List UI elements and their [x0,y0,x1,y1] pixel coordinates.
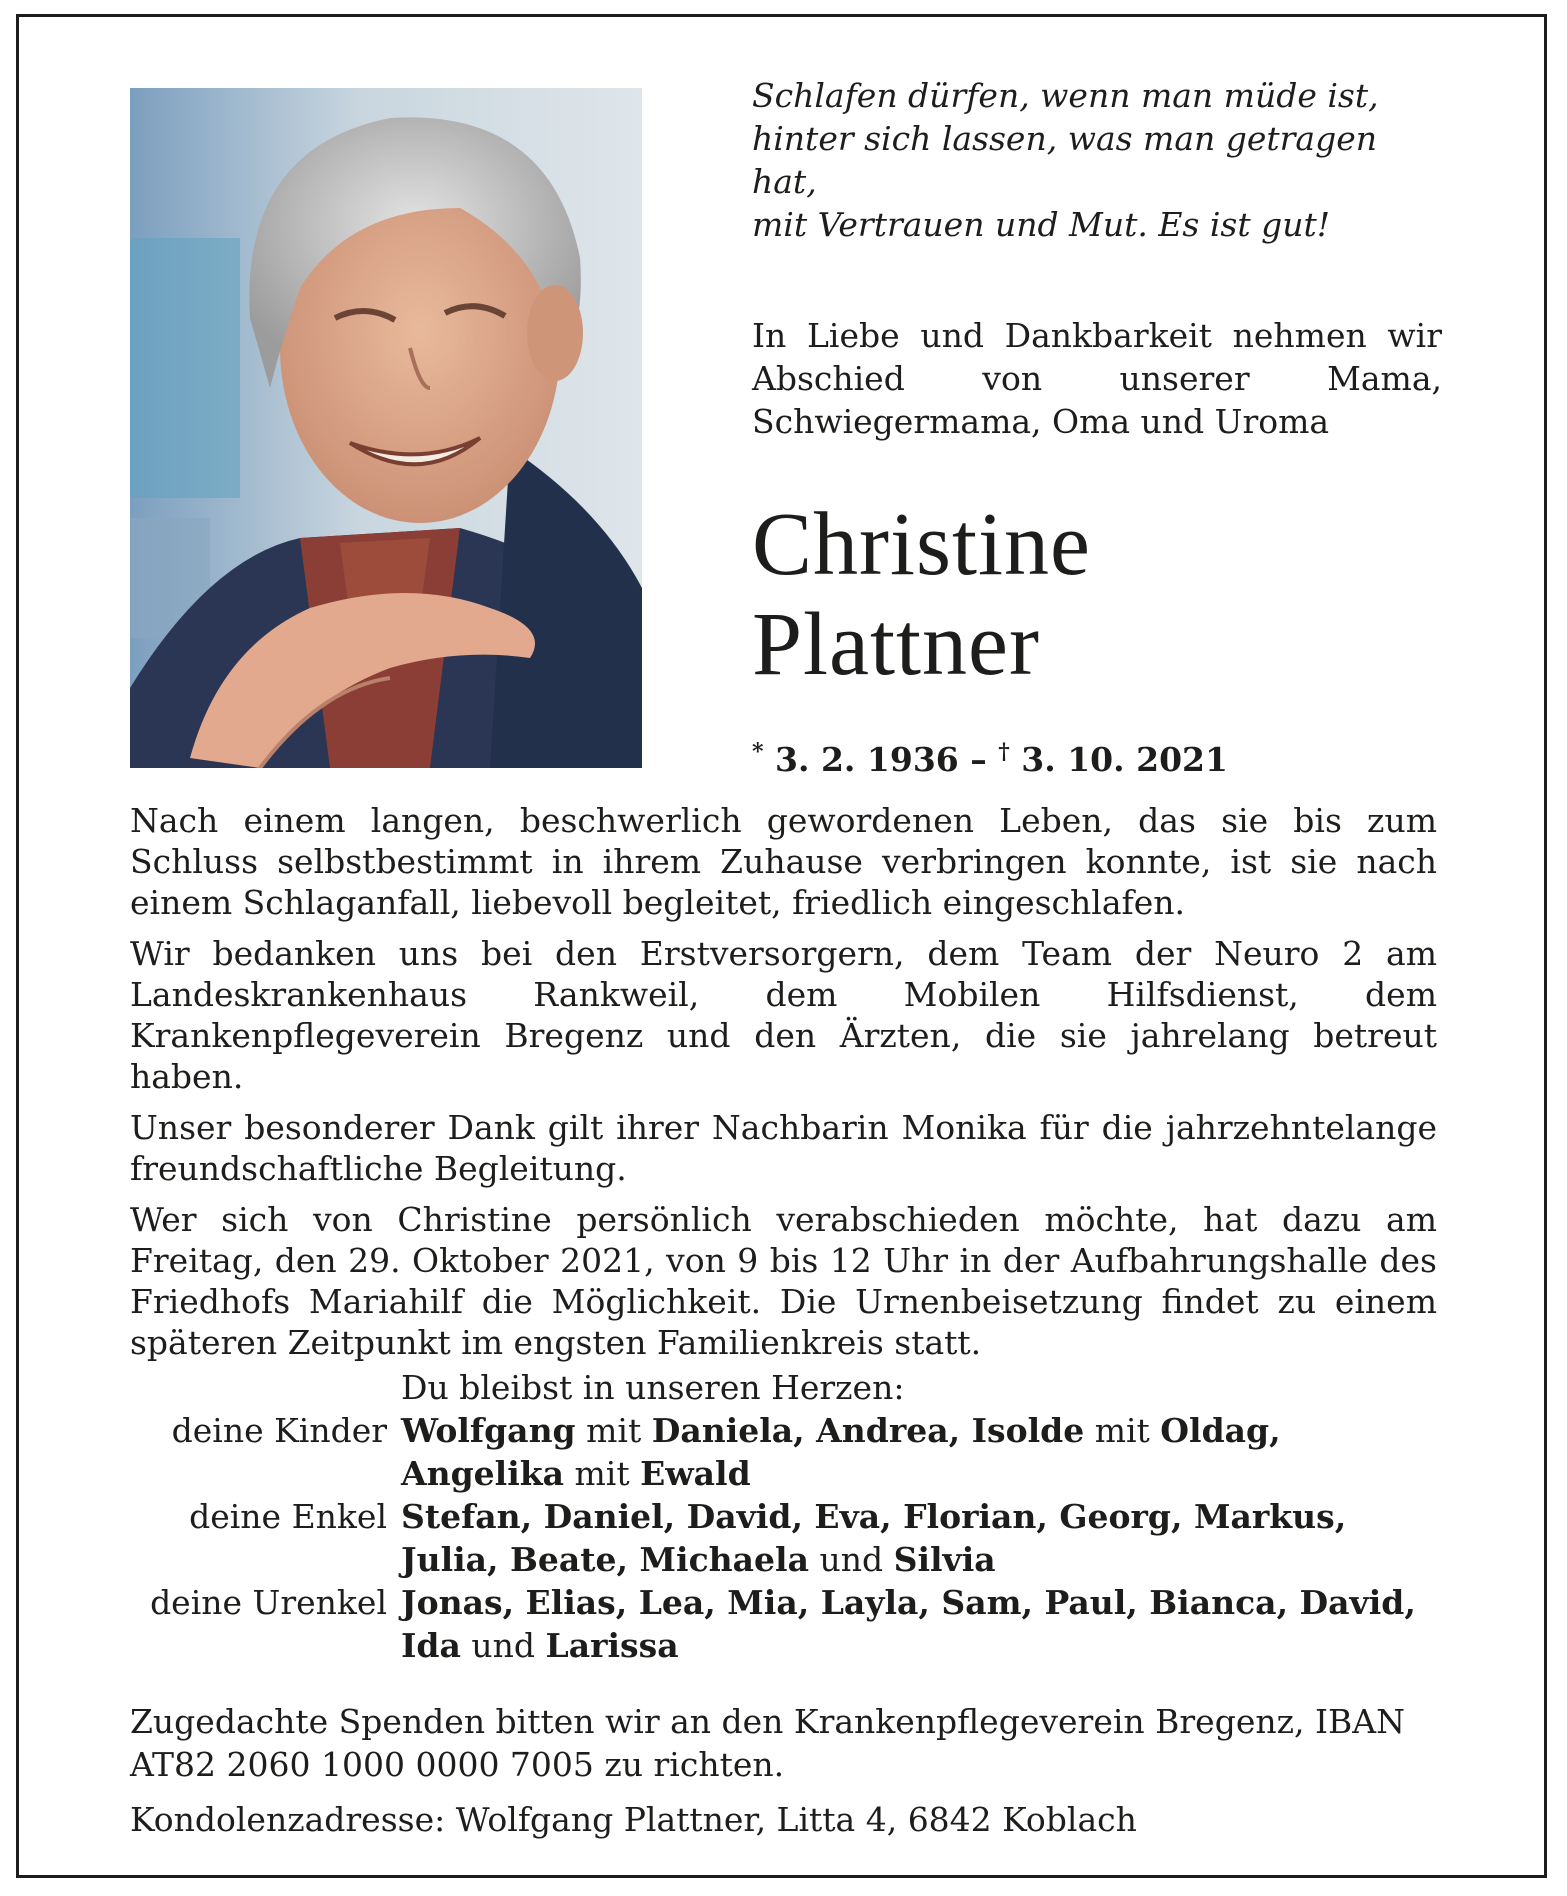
survivors-heading-row [130,1366,1437,1409]
death-mark: † [998,739,1010,765]
family-names: Oldag, [1160,1411,1281,1450]
portrait-photo [130,88,642,768]
connector-text: und [808,1540,894,1579]
first-name: Christine [752,495,1091,594]
family-names: Angelika [401,1454,564,1493]
family-names: Daniela, Andrea, Isolde [651,1411,1085,1450]
body-paragraph: Nach einem langen, beschwerlich gewordenen Leben, das sie bis zum Schluss selbstbestimmt in ihrem Zuhause verbringen konnte, ist sie nach einem Schlaganfall, liebevoll begleitet, friedlich eingeschlafen. [130,801,1437,922]
relation-label [130,1624,401,1667]
body-paragraph: Wir bedanken uns bei den Erstversorgern, dem Team der Neuro 2 am Landeskrankenhaus Rankweil, dem Mobilen Hilfsdienst, dem Krankenpflegeverein Bregenz und den Ärzten, die sie jahrelang betreut haben. [130,934,1437,1096]
connector-text: und [460,1626,546,1665]
survivors-heading: Du bleibst in unseren Herzen: [401,1368,905,1407]
life-dates [752,730,1228,782]
names-line [401,1495,1437,1538]
donations-note: Zugedachte Spenden bitten wir an den Krankenpflegeverein Bregenz, IBAN AT82 2060 1000 0000 7005 zu richten. [130,1702,1405,1784]
date-separator: – [970,740,987,779]
obituary-body [130,800,1437,1373]
relation-label [130,1452,401,1495]
family-names: Jonas, Elias, Lea, Mia, Layla, Sam, Paul, Bianca, David, [401,1583,1416,1622]
connector-text: mit [1084,1411,1161,1450]
body-paragraph: Wer sich von Christine persönlich verabschieden möchte, hat dazu am Freitag, den 29. Oktober 2021, von 9 bis 12 Uhr in der Aufbahrungshalle des Friedhofs Mariahilf die Möglichkeit. Die Urnenbeisetzung findet zu einem späteren Zeitpunkt im engsten Familienkreis statt. [130,1200,1437,1362]
survivor-row [130,1624,1437,1667]
family-names: Julia, Beate, Michaela [401,1540,809,1579]
connector-text: mit [564,1454,641,1493]
body-paragraph: Unser besonderer Dank gilt ihrer Nachbarin Monika für die jahrzehntelange freundschaftliche Begleitung. [130,1108,1437,1188]
survivor-row [130,1495,1437,1538]
survivor-row [130,1409,1437,1452]
intro-text: In Liebe und Dankbarkeit nehmen wir Abschied von unserer Mama, Schwiegermama, Oma und Uroma [752,316,1442,441]
family-names: Stefan, Daniel, David, Eva, Florian, Georg, Markus, [401,1497,1347,1536]
connector-text: mit [575,1411,652,1450]
survivor-groups [130,1409,1437,1667]
motto-line: hinter sich lassen, was man getragen hat, [752,119,1378,201]
survivor-row [130,1538,1437,1581]
relation-label: deine Kinder [171,1411,387,1450]
relation-label [130,1538,401,1581]
deceased-name [752,495,1091,695]
death-date: 3. 10. 2021 [1021,740,1228,779]
names-line [401,1409,1437,1452]
family-names: Silvia [893,1540,996,1579]
last-name: Plattner [752,595,1040,694]
names-line [401,1624,1437,1667]
footer-notes [130,1700,1437,1853]
names-line [401,1581,1437,1624]
relation-label: deine Enkel [189,1497,387,1536]
portrait-image [130,88,642,768]
motto-line: Schlafen dürfen, wenn man müde ist, [752,76,1379,115]
family-names: Ewald [640,1454,751,1493]
relation-label: deine Urenkel [150,1583,387,1622]
survivor-row [130,1452,1437,1495]
family-names: Ida [401,1626,461,1665]
survivor-row [130,1581,1437,1624]
condolence-address: Kondolenzadresse: Wolfgang Plattner, Litta 4, 6842 Koblach [130,1800,1137,1839]
birth-date: 3. 2. 1936 [775,740,959,779]
motto-line: mit Vertrauen und Mut. Es ist gut! [752,205,1330,244]
birth-mark: * [752,739,764,765]
family-names: Larissa [545,1626,679,1665]
family-names: Wolfgang [401,1411,576,1450]
names-line [401,1452,1437,1495]
names-line [401,1538,1437,1581]
survivors-list [130,1366,1437,1667]
motto-quote [752,74,1442,246]
